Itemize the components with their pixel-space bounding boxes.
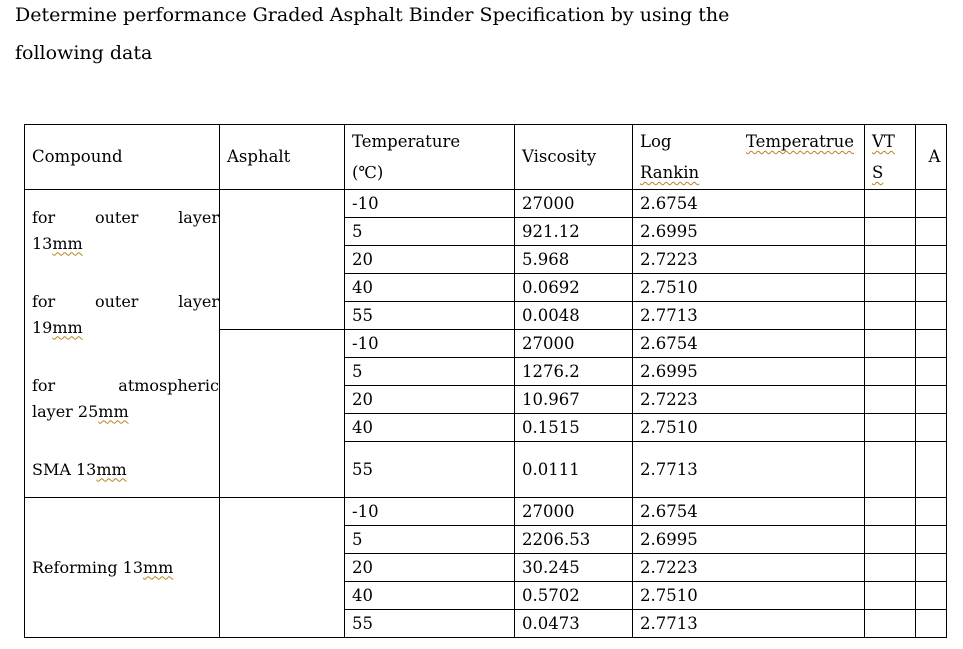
log-temp-cell: 2.7223 (633, 246, 865, 274)
a-cell (916, 386, 947, 414)
compound-item-1-line-1: for outer layer (32, 207, 219, 227)
header-log-word: Log (640, 132, 672, 151)
vts-cell (865, 610, 916, 638)
log-temp-cell: 2.6995 (633, 358, 865, 386)
viscosity-cell: 0.5702 (515, 582, 633, 610)
compound-gap (32, 341, 219, 373)
header-temperature-line-2: (℃) (352, 163, 384, 182)
temperature-cell: 20 (345, 246, 515, 274)
asphalt-cell-1 (220, 190, 345, 330)
viscosity-cell: 0.0473 (515, 610, 633, 638)
vts-cell (865, 330, 916, 358)
asphalt-cell-2 (220, 330, 345, 498)
a-cell (916, 610, 947, 638)
a-cell (916, 358, 947, 386)
compound-group-1 (25, 190, 220, 498)
viscosity-cell: 10.967 (515, 386, 633, 414)
viscosity-cell: 0.0692 (515, 274, 633, 302)
asphalt-data-table (24, 124, 947, 638)
log-temp-cell: 2.7510 (633, 582, 865, 610)
header-temperatrue-word: Temperatrue (745, 132, 854, 151)
compound-item-3-line-2: layer 25mm (32, 401, 129, 421)
header-asphalt: Asphalt (220, 125, 345, 190)
vts-cell (865, 414, 916, 442)
viscosity-cell: 0.0048 (515, 302, 633, 330)
header-vts (865, 125, 916, 190)
a-cell (916, 218, 947, 246)
temperature-cell: 5 (345, 526, 515, 554)
header-compound: Compound (25, 125, 220, 190)
header-row (25, 125, 947, 190)
temperature-cell: 55 (345, 302, 515, 330)
viscosity-cell: 27000 (515, 190, 633, 218)
temperature-cell: 55 (345, 610, 515, 638)
log-temp-cell: 2.6754 (633, 498, 865, 526)
temperature-cell: 20 (345, 386, 515, 414)
vts-cell (865, 554, 916, 582)
temperature-cell: 5 (345, 218, 515, 246)
compound-item-2-line-1: for outer layer (32, 291, 219, 311)
viscosity-cell: 27000 (515, 498, 633, 526)
header-vts-line-1 (872, 126, 915, 157)
log-temp-cell: 2.7510 (633, 414, 865, 442)
header-log-temperature-line-1 (640, 126, 864, 157)
viscosity-cell: 30.245 (515, 554, 633, 582)
a-cell (916, 246, 947, 274)
a-cell (916, 302, 947, 330)
compound-item-2-line-2: 19mm (32, 317, 83, 337)
header-a: A (916, 125, 947, 190)
a-cell (916, 274, 947, 302)
temperature-cell: -10 (345, 330, 515, 358)
viscosity-cell: 27000 (515, 330, 633, 358)
compound-item-1-line-2 (32, 231, 219, 257)
temperature-cell: 40 (345, 274, 515, 302)
vts-cell (865, 190, 916, 218)
header-log-temperature (633, 125, 865, 190)
viscosity-cell: 921.12 (515, 218, 633, 246)
a-cell (916, 526, 947, 554)
asphalt-cell-3 (220, 498, 345, 638)
log-temp-cell: 2.7713 (633, 302, 865, 330)
vts-cell (865, 498, 916, 526)
problem-statement (15, 0, 960, 72)
table-row (25, 190, 947, 218)
unit-mm: mm (98, 401, 129, 421)
vts-cell (865, 358, 916, 386)
a-cell (916, 582, 947, 610)
log-temp-cell: 2.7510 (633, 274, 865, 302)
log-temp-cell: 2.6754 (633, 330, 865, 358)
compound-gap (32, 257, 219, 289)
problem-statement-line-1: Determine performance Graded Asphalt Binder Specification by using the (15, 4, 730, 26)
viscosity-cell: 1276.2 (515, 358, 633, 386)
compound-item-1-size: 13mm (32, 233, 83, 253)
a-cell (916, 554, 947, 582)
log-temp-cell: 2.6995 (633, 526, 865, 554)
table-row (25, 498, 947, 526)
unit-mm: mm (52, 317, 83, 337)
a-cell (916, 330, 947, 358)
header-rankin-word: Rankin (640, 163, 700, 182)
log-temp-cell: 2.6995 (633, 218, 865, 246)
header-viscosity: Viscosity (515, 125, 633, 190)
compound-gap (32, 425, 219, 457)
temperature-cell: 40 (345, 414, 515, 442)
vts-cell (865, 526, 916, 554)
compound-reforming: Reforming 13mm (32, 557, 174, 577)
temperature-cell: 55 (345, 442, 515, 498)
compound-group-2 (25, 498, 220, 638)
log-temp-cell: 2.6754 (633, 190, 865, 218)
compound-item-4: SMA 13mm (32, 459, 127, 479)
header-vts-line-2 (872, 157, 915, 188)
vts-cell (865, 582, 916, 610)
log-temp-cell: 2.7713 (633, 442, 865, 498)
log-temp-cell: 2.7713 (633, 610, 865, 638)
vts-cell (865, 246, 916, 274)
header-temperature (345, 125, 515, 190)
viscosity-cell: 0.0111 (515, 442, 633, 498)
temperature-cell: 40 (345, 582, 515, 610)
header-temperature-line-1: Temperature (352, 132, 461, 151)
temperature-cell: -10 (345, 190, 515, 218)
temperature-cell: 5 (345, 358, 515, 386)
vts-cell (865, 218, 916, 246)
header-log-temperature-line-2 (640, 157, 864, 188)
temperature-cell: 20 (345, 554, 515, 582)
vts-cell (865, 386, 916, 414)
vts-cell (865, 442, 916, 498)
vts-cell (865, 274, 916, 302)
temperature-cell: -10 (345, 498, 515, 526)
a-cell (916, 414, 947, 442)
header-vt-text: VT (872, 132, 895, 151)
a-cell (916, 442, 947, 498)
log-temp-cell: 2.7223 (633, 554, 865, 582)
vts-cell (865, 302, 916, 330)
problem-statement-line-2: following data (15, 42, 153, 64)
a-cell (916, 190, 947, 218)
log-temp-cell: 2.7223 (633, 386, 865, 414)
unit-mm: mm (143, 557, 174, 577)
unit-mm: mm (96, 459, 127, 479)
a-cell (916, 498, 947, 526)
unit-mm: mm (52, 233, 83, 253)
viscosity-cell: 0.1515 (515, 414, 633, 442)
header-s-text: S (872, 163, 884, 182)
compound-item-3-line-1: for atmospheric (32, 375, 219, 395)
viscosity-cell: 5.968 (515, 246, 633, 274)
viscosity-cell: 2206.53 (515, 526, 633, 554)
